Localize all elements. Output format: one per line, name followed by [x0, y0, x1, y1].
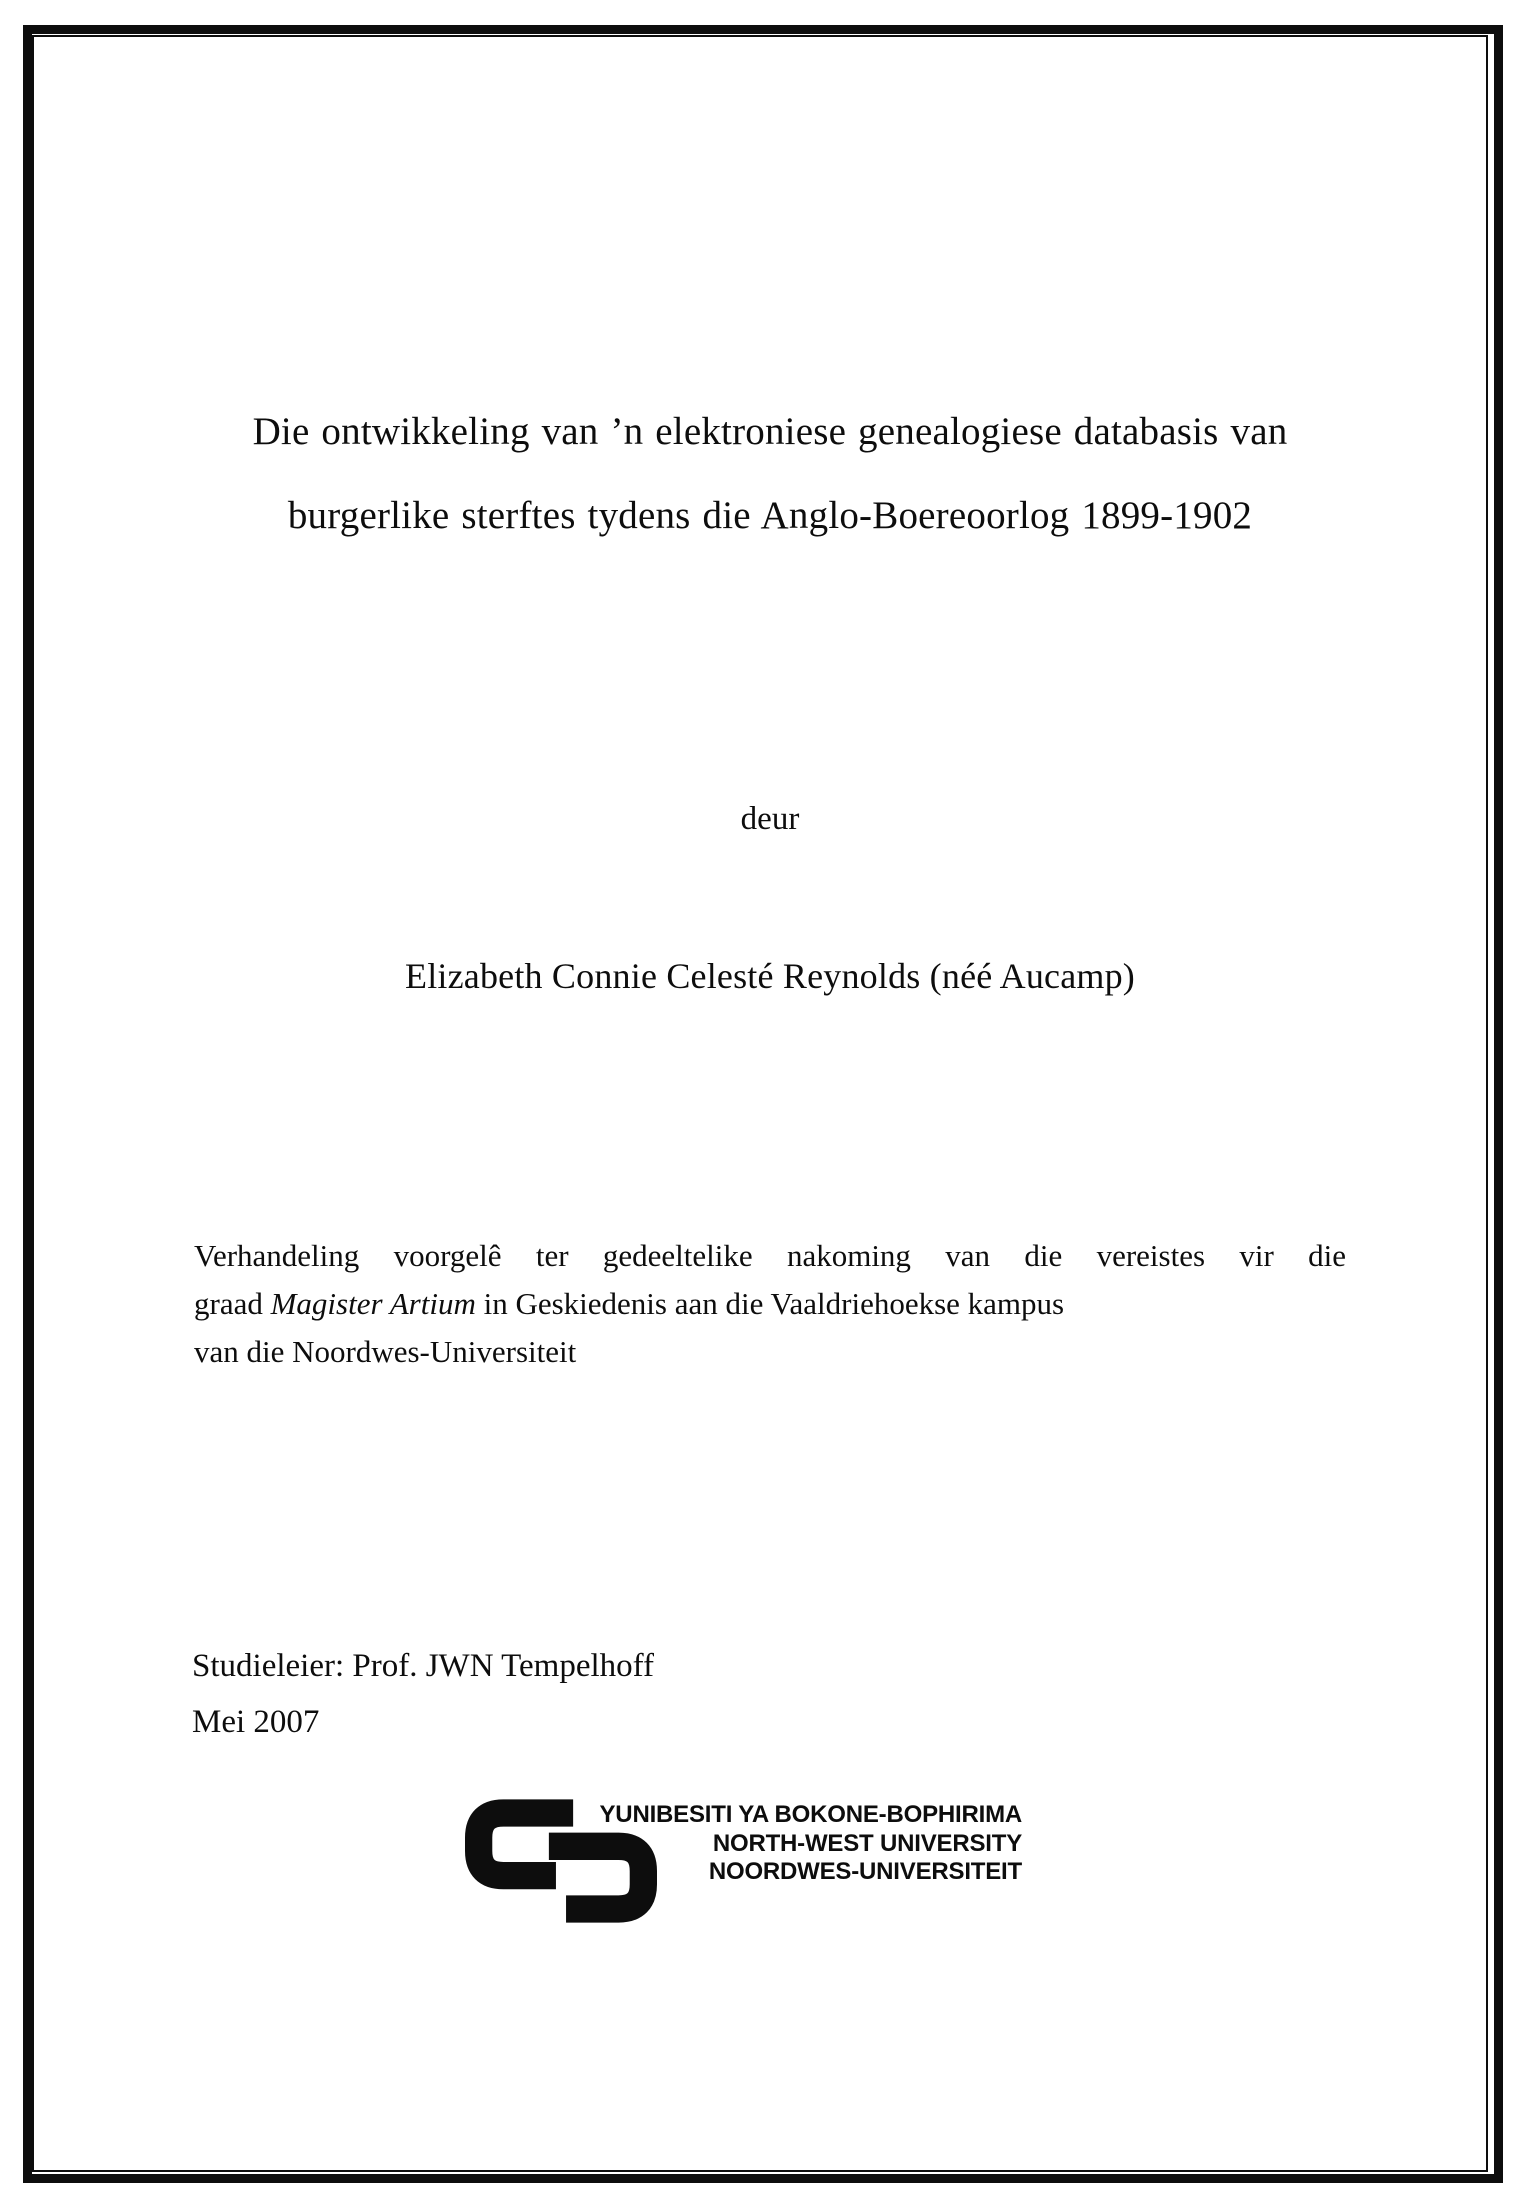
degree-line-2-pre: graad — [194, 1286, 271, 1321]
university-wordmark — [600, 1801, 1023, 1887]
date-line: Mei 2007 — [192, 1704, 320, 1740]
title-line-2: burgerlike sterftes tydens die Anglo-Boereoorlog 1899-1902 — [287, 494, 1253, 537]
title-line-1: Die ontwikkeling van ’n elektroniese genealogiese databasis van — [252, 410, 1288, 453]
wordmark-english: NORTH-WEST UNIVERSITY — [712, 1829, 1022, 1857]
degree-line-3: van die Noordwes-Universiteit — [194, 1334, 577, 1369]
wordmark-afrikaans: NOORDWES-UNIVERSITEIT — [708, 1858, 1022, 1885]
wordmark-setswana: YUNIBESITI YA BOKONE-BOPHIRIMA — [599, 1801, 1022, 1828]
supervisor-line: Studieleier: Prof. JWN Tempelhoff — [192, 1648, 655, 1684]
degree-line-1: Verhandeling voorgelê ter gedeeltelike nakoming van die vereistes vir die — [194, 1238, 1346, 1273]
byline-deur: deur — [740, 801, 800, 837]
degree-line-2-post: in Geskiedenis aan die Vaaldriehoekse kampus — [475, 1286, 1065, 1321]
author-name: Elizabeth Connie Celesté Reynolds (néé Aucamp) — [405, 956, 1135, 996]
degree-line-2-italic: Magister Artium — [270, 1286, 476, 1321]
